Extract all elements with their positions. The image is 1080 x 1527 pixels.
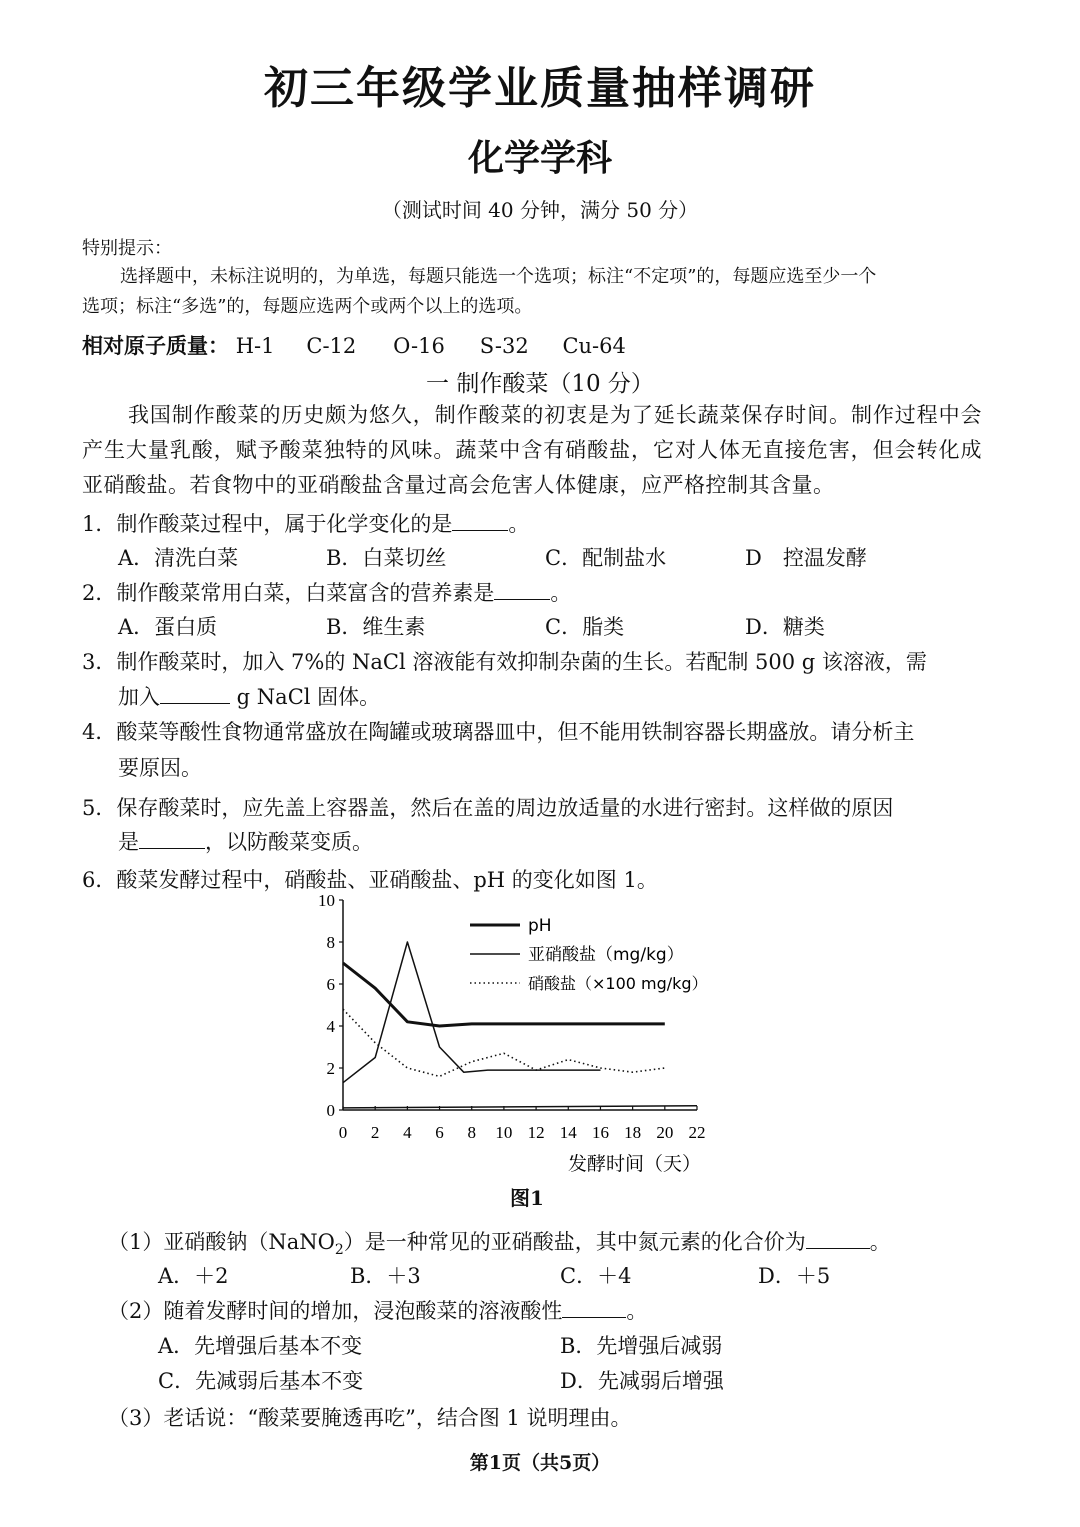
q4-line-1: 4．酸菜等酸性食物通常盛放在陶罐或玻璃器皿中，但不能用铁制容器长期盛放。请分析主 (82, 720, 915, 744)
q6-sub2-answer-blank[interactable] (562, 1299, 626, 1318)
q6-sub1-end: 。 (869, 1230, 891, 1254)
q6-sub1-answer-blank[interactable] (806, 1230, 870, 1249)
x-tick-label: 2 (370, 1123, 380, 1142)
atomic-mass-item: H-1 (235, 334, 275, 358)
q2-option-a[interactable]: A．蛋白质 (118, 615, 218, 639)
q1-stem: 1．制作酸菜过程中，属于化学变化的是 (82, 512, 453, 536)
q2-option-c[interactable]: C．脂类 (545, 615, 625, 639)
q6-sub2-stem (108, 1295, 647, 1325)
y-tick-label: 0 (326, 1101, 335, 1120)
q6-sub2-option-a[interactable]: A．先增强后基本不变 (158, 1334, 363, 1358)
q2-option-d[interactable]: D．糖类 (745, 615, 825, 639)
q2-end: 。 (550, 581, 572, 605)
q1-answer-blank[interactable] (452, 512, 508, 531)
q4-line-2: 要原因。 (118, 756, 202, 780)
test-info: （测试时间 40 分钟，满分 50 分） (381, 198, 699, 222)
notice-label: 特别提示： (82, 238, 172, 259)
q6-sub1-subscript: 2 (334, 1242, 344, 1259)
figure-caption: 图1 (510, 1186, 544, 1210)
q2-option-b[interactable]: B．维生素 (326, 615, 426, 639)
q6-sub1-stem (108, 1226, 891, 1258)
intro-text: 我国制作酸菜的历史颇为悠久，制作酸菜的初衷是为了延长蔬菜保存时间。制作过程中会产生大量乳酸，赋予酸菜独特的风味。蔬菜中含有硝酸盐，它对人体无直接危害，但会转化成亚硝酸盐。若食物中的亚硝酸盐含量过高会危害人体健康，应严格控制其含量。 (82, 403, 982, 497)
x-tick-label: 12 (527, 1123, 545, 1142)
atomic-mass-label: 相对原子质量： (82, 333, 229, 358)
x-tick-label: 6 (435, 1123, 444, 1142)
x-tick-label: 16 (591, 1123, 609, 1142)
q6-sub1-option-c[interactable]: C．＋4 (560, 1264, 632, 1288)
y-tick-label: 8 (326, 933, 335, 952)
q1-option-a[interactable]: A．清洗白菜 (118, 546, 239, 570)
series-line-baseline (343, 1106, 697, 1108)
q1-end: 。 (508, 512, 530, 536)
q6-sub2-end: 。 (626, 1299, 648, 1323)
legend-label: 硝酸盐（×100 mg/kg） (528, 974, 708, 993)
subject-title: 化学学科 (467, 138, 612, 179)
atomic-mass-item: S-32 (479, 334, 529, 358)
atomic-mass-row (82, 330, 626, 360)
q5-line-1: 5．保存酸菜时，应先盖上容器盖，然后在盖的周边放适量的水进行密封。这样做的原因 (82, 796, 894, 820)
q5-answer-blank[interactable] (139, 830, 205, 849)
x-tick-label: 18 (624, 1123, 642, 1142)
q6-stem: 6．酸菜发酵过程中，硝酸盐、亚硝酸盐、pH 的变化如图 1。 (82, 868, 658, 892)
y-tick-label: 4 (326, 1017, 335, 1036)
legend-label: 亚硝酸盐（mg/kg） (528, 945, 684, 965)
q6-sub2-option-c[interactable]: C．先减弱后基本不变 (158, 1369, 364, 1393)
q6-sub1-option-a[interactable]: A．＋2 (158, 1264, 229, 1288)
q1-option-b[interactable]: B．白菜切丝 (326, 546, 447, 570)
q6-sub2-option-d[interactable]: D．先减弱后增强 (560, 1369, 724, 1393)
x-tick-label: 20 (656, 1123, 674, 1142)
atomic-mass-item: O-16 (393, 334, 445, 358)
series-line-nitrate (343, 1009, 665, 1076)
q1-option-c[interactable]: C．配制盐水 (545, 546, 667, 570)
question-2 (82, 577, 571, 607)
x-tick-label: 4 (403, 1123, 412, 1142)
q3-prefix: 加入 (118, 685, 160, 709)
legend-label: pH (528, 916, 552, 936)
q6-sub2-option-b[interactable]: B．先增强后减弱 (560, 1334, 723, 1358)
q6-sub2-stem-text: （2）随着发酵时间的增加，浸泡酸菜的溶液酸性 (108, 1299, 563, 1323)
q5-suffix: ，以防酸菜变质。 (205, 830, 373, 854)
q3-line-2 (118, 681, 380, 711)
q2-answer-blank[interactable] (494, 581, 550, 600)
x-tick-label: 22 (688, 1123, 706, 1142)
q6-sub1-option-d[interactable]: D．＋5 (758, 1264, 831, 1288)
atomic-mass-item: C-12 (306, 334, 357, 358)
q5-prefix: 是 (118, 830, 139, 854)
chart-axes (318, 891, 706, 1175)
atomic-mass-item: Cu-64 (562, 334, 626, 358)
question-1 (82, 508, 529, 538)
q3-suffix: g NaCl 固体。 (230, 685, 381, 709)
q6-sub3-stem: （3）老话说：“酸菜要腌透再吃”，结合图 1 说明理由。 (108, 1406, 632, 1430)
q1-option-d[interactable]: D 控温发酵 (745, 546, 867, 570)
x-axis-title: 发酵时间（天） (567, 1153, 701, 1175)
notice-line-1: 选择题中，未标注说明的，为单选，每题只能选一个选项；标注“不定项”的，每题应选至少一个 (120, 266, 877, 287)
section-intro (82, 398, 982, 503)
chart-series-group (343, 942, 697, 1108)
q5-line-2 (118, 826, 373, 856)
x-tick-label: 8 (467, 1123, 476, 1142)
q3-line-1: 3．制作酸菜时，加入 7%的 NaCl 溶液能有效抑制杂菌的生长。若配制 500 g 该溶液，需 (82, 650, 927, 674)
chart-legend (470, 916, 708, 993)
y-tick-label: 2 (326, 1059, 335, 1078)
x-tick-label: 10 (495, 1123, 513, 1142)
q2-stem: 2．制作酸菜常用白菜，白菜富含的营养素是 (82, 581, 495, 605)
x-tick-label: 14 (559, 1123, 577, 1142)
notice-line-2: 选项；标注“多选”的，每题应选两个或两个以上的选项。 (82, 296, 533, 317)
q6-sub1-stem-pre: （1）亚硝酸钠（NaNO (108, 1230, 335, 1254)
x-tick-label: 0 (338, 1123, 348, 1142)
page-footer: 第1页（共5页） (469, 1452, 611, 1474)
y-tick-label: 6 (326, 975, 335, 994)
section-heading: 一 制作酸菜（10 分） (426, 371, 654, 397)
page-title: 初三年级学业质量抽样调研 (264, 63, 816, 114)
y-tick-label: 10 (318, 891, 335, 910)
figure-1-chart (300, 890, 730, 1180)
q3-answer-blank[interactable] (160, 685, 230, 704)
q6-sub1-stem-post: ）是一种常见的亚硝酸盐，其中氮元素的化合价为 (343, 1230, 806, 1254)
q6-sub1-option-b[interactable]: B．＋3 (350, 1264, 421, 1288)
series-line-ph (343, 963, 665, 1026)
